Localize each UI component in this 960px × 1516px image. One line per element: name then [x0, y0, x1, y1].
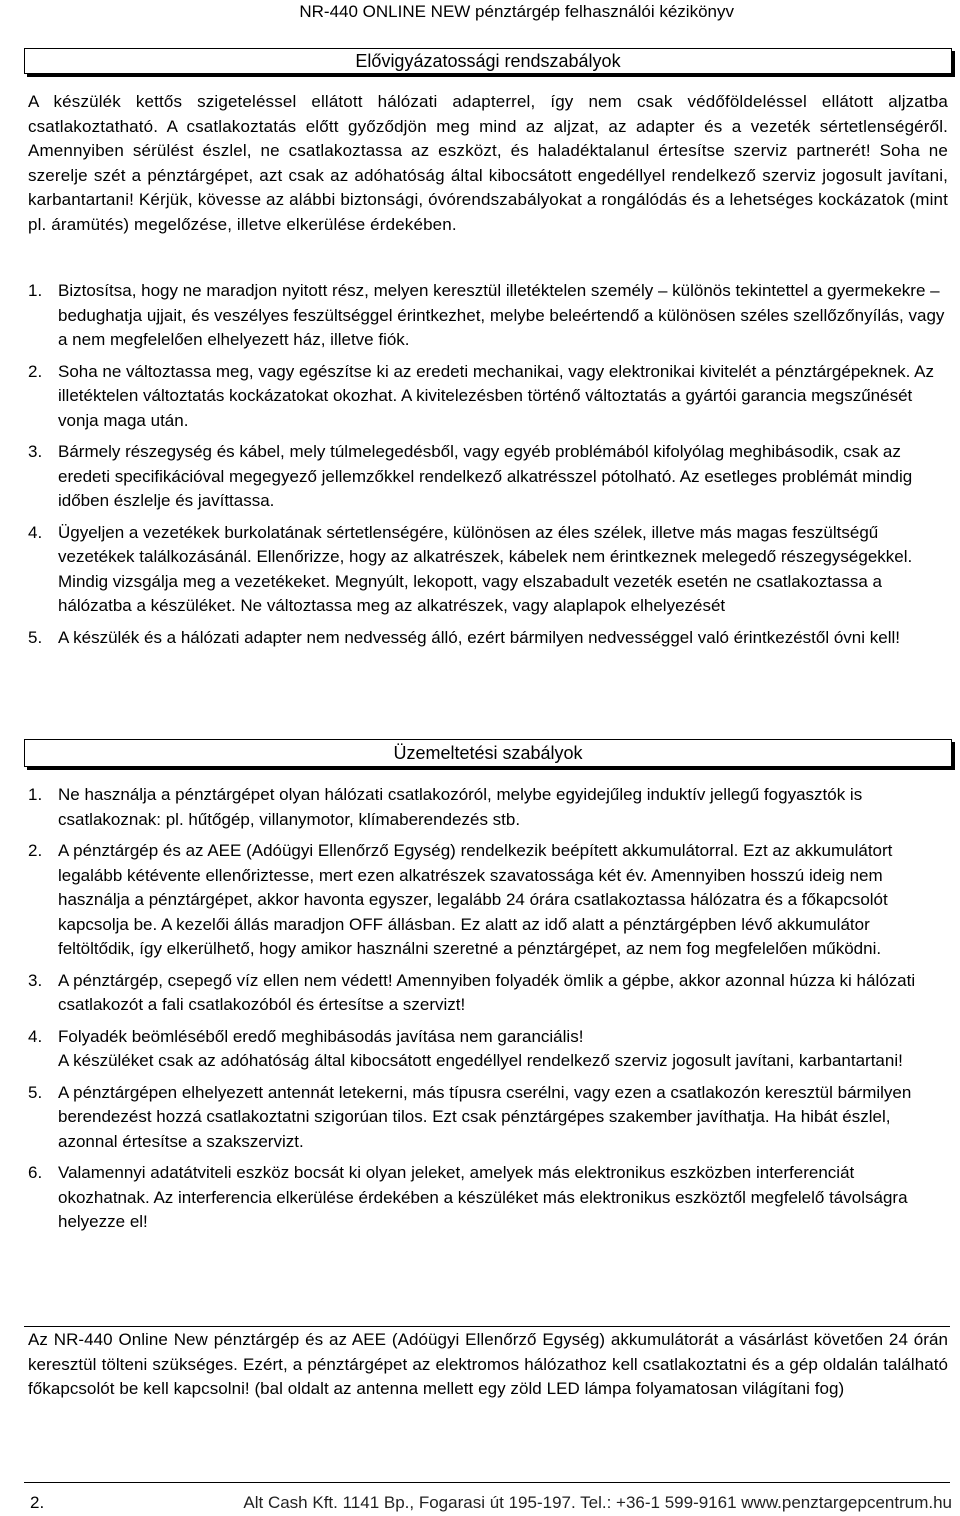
item-number: 1.	[28, 281, 43, 300]
item-number: 2.	[28, 361, 43, 381]
list-item	[28, 360, 948, 434]
item-text: Ügyeljen a vezetékek burkolatának sértetlenségére, különösen az éles szélek, illetve más magas feszültségű vezetékek találkozásánál. Ellenőrizze, hogy az alkatrészek, kábelek nem érintkeznek melegedő részegységekkel. Mindig vizsgálja meg a vezetékeket. Megnyúlt, lekopott, vagy elszabadult vezeték esetén ne csatlakoztassa a hálózatba a készüléket. Ne változtassa meg az alkatrészek, vagy alaplapok elhelyezését	[58, 522, 913, 615]
item-text: Folyadék beömléséből eredő meghibásodás javítása nem garanciális!	[58, 1026, 584, 1046]
item-text: A pénztárgépen elhelyezett antennát letekerni, más típusra cserélni, vagy ezen a csatlakozón keresztül bármilyen berendezést hozzá csatlakoztatni szigorúan tilos. Ezt csak pénztárgépes szakember javíthatja. Ha hibát észlel, azonnal értesítse a szakszervizt.	[58, 1082, 912, 1151]
item-text: Ne használja a pénztárgépet olyan hálózati csatlakozóról, melybe egyidejűleg induktív jellegű fogyasztók is csatlakoznak: pl. hűtőgép, villanymotor, klímaberendezés stb.	[58, 785, 863, 829]
list-item	[28, 1161, 948, 1235]
item-number: 4.	[28, 522, 43, 542]
item-number: 4.	[28, 1026, 43, 1046]
intro-paragraph: A készülék kettős szigeteléssel ellátott hálózati adapterrel, így nem csak védőföldeléssel ellátott aljzatba csatlakoztatható. A csatlakoztatás előtt győződjön meg mind az aljzat, az adapter és a vezeték sértetlenségéről. Amennyiben sérülést észlel, ne csatlakoztassa az eszközt, és haladéktalanul értesítse szerviz partnerét! Soha ne szerelje szét a pénztárgépet, azt csak az adóhatóság által kibocsátott engedéllyel rendelkező szerviz jogosult javítani, karbantartani! Kérjük, kövesse az alábbi biztonsági, óvórendszabályokat a rongálódás és a lehetséges kockázatok (mint pl. áramütés) megelőzése, illetve elkerülése érdekében.	[28, 92, 949, 234]
section-heading-operation: Üzemeltetési szabályok	[24, 739, 952, 767]
list-item	[28, 521, 948, 619]
document-header: NR-440 ONLINE NEW pénztárgép felhasználói kézikönyv	[299, 2, 734, 21]
list-item	[28, 440, 948, 514]
item-number: 1.	[28, 785, 43, 804]
page-number: 2.	[30, 1493, 45, 1512]
item-text: Bármely részegység és kábel, mely túlmelegedésből, vagy egyéb problémából kifolyólag meghibásodik, csak az eredeti specifikációval megegyező jellemzőkkel rendelkező alkatrésszel pótolható. Az esetleges problémát mindig időben észlelje és javíttassa.	[58, 442, 913, 510]
list-item	[28, 1025, 948, 1074]
item-number: 2.	[28, 841, 43, 860]
list-item	[28, 839, 948, 962]
item-number: 3.	[28, 970, 43, 990]
precautions-list	[28, 279, 948, 657]
footer-divider	[24, 1482, 950, 1483]
item-text: Soha ne változtassa meg, vagy egészítse ki az eredeti mechanikai, vagy elektronikai kivitelét a pénztárgépeknek. Az illetéktelen változtatás kockázatokat okozhat. A kivitelezésben történő változtatás a gyártói garancia megszűnését vonja maga után.	[58, 361, 934, 430]
closing-paragraph: Az NR-440 Online New pénztárgép és az AEE (Adóügyi Ellenőrző Egység) akkumulátorát a vásárlást követően 24 órán keresztül tölteni szükséges. Ezért, a pénztárgépet az elektromos hálózathoz kell csatlakoztatni és a gép oldalán található főkapcsolót be kell kapcsolni! (bal oldalt az antenna mellett egy zöld LED lámpa folyamatosan világítani fog)	[28, 1330, 948, 1398]
item-number: 3.	[28, 442, 43, 461]
item-text: A pénztárgép, csepegő víz ellen nem védett! Amennyiben folyadék ömlik a gépbe, akkor azonnal húzza ki hálózati csatlakozót a fali csatlakozóból és értesítse a szervizt!	[58, 970, 916, 1014]
company-info: Alt Cash Kft. 1141 Bp., Fogarasi út 195-197. Tel.: +36-1 599-9161 www.penztargepcentrum.hu	[243, 1493, 952, 1512]
item-text: Valamennyi adatátviteli eszköz bocsát ki olyan jeleket, amelyek más elektronikus eszközben interferenciát okozhatnak. Az interferencia elkerülése érdekében a készüléket más elektronikus eszköztől megfelelő távolságra helyezze el!	[58, 1163, 908, 1231]
operation-rules-list	[28, 783, 948, 1242]
item-text-continued: A készüléket csak az adóhatóság által kibocsátott engedéllyel rendelkező szerviz jogosult javítani, karbantartani!	[58, 1051, 903, 1070]
list-item	[28, 783, 948, 832]
list-item	[28, 626, 948, 651]
section-heading-precautions: Elővigyázatossági rendszabályok	[24, 48, 952, 74]
list-item	[28, 1081, 948, 1155]
item-text: A pénztárgép és az AEE (Adóügyi Ellenőrző Egység) rendelkezik beépített akkumulátorral. Ezt az akkumulátort legalább kétévente ellenőriztesse, mert ezen alkatrészek szavatossága két év. Amennyiben hosszú ideig nem használja a pénztárgépet, akkor havonta egyszer, legalább 24 órára csatlakoztassa hálózatra és a főkapcsolót kapcsolja be. A kezelői állás maradjon OFF állásban. Ez alatt az idő alatt a pénztárgépben lévő akkumulátor feltöltődik, így elkerülhető, hogy amikor használni szeretné a pénztárgépet, az nem fog megfelelően működni.	[58, 841, 893, 958]
page-footer	[0, 1491, 960, 1515]
item-number: 6.	[28, 1163, 43, 1182]
item-text: A készülék és a hálózati adapter nem nedvesség álló, ezért bármilyen nedvességgel való érintkezéstől óvni kell!	[58, 627, 900, 647]
item-number: 5.	[28, 627, 43, 647]
closing-divider	[24, 1326, 950, 1327]
item-number: 5.	[28, 1082, 43, 1102]
list-item	[28, 279, 948, 353]
list-item	[28, 969, 948, 1018]
item-text: Biztosítsa, hogy ne maradjon nyitott rész, melyen keresztül illetéktelen személy – különös tekintettel a gyermekekre – bedughatja ujjait, és veszélyes feszültséggel érintkezhet, melybe beleértendő a különösen széles szellőzőnyílás, vagy a nem megfelelően elhelyezett ház, illetve fiók.	[58, 281, 945, 349]
